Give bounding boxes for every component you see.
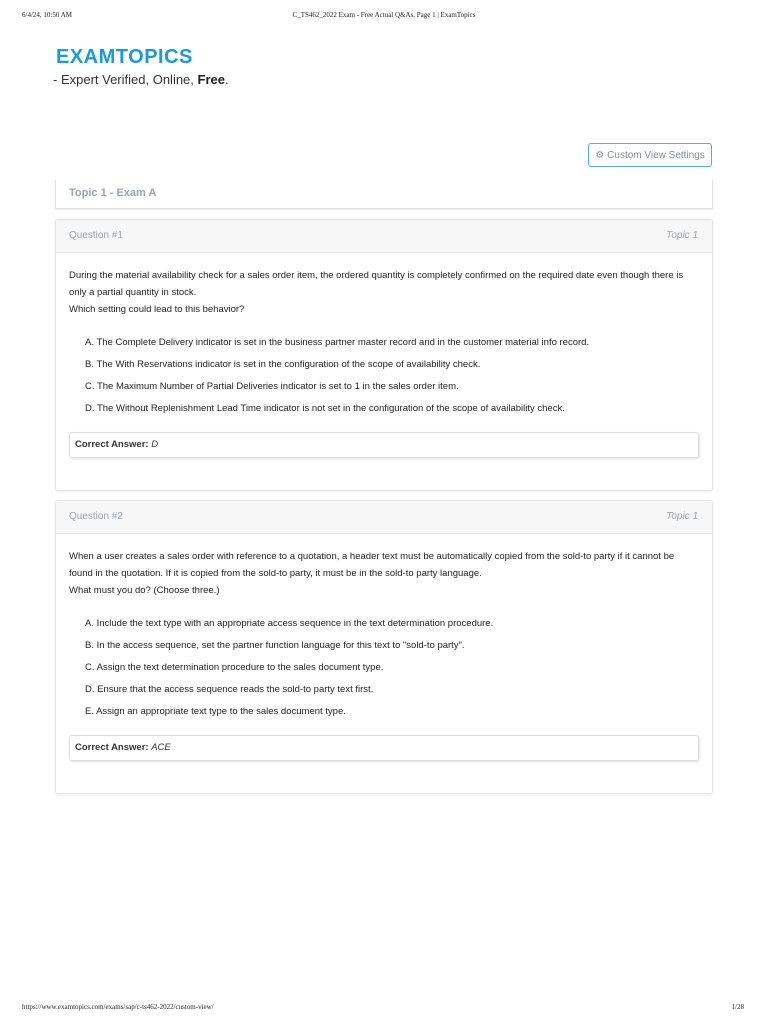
choice-item[interactable]: A. The Complete Delivery indicator is set in the business partner master record and in the customer material info record. bbox=[85, 337, 590, 348]
question-header bbox=[56, 501, 712, 534]
settings-button-label: Custom View Settings bbox=[607, 149, 705, 161]
print-datetime: 6/4/24, 10:50 AM bbox=[22, 11, 72, 19]
question-text bbox=[69, 548, 699, 599]
correct-answer-box bbox=[69, 432, 699, 458]
choices-list bbox=[85, 332, 699, 420]
correct-answer-value: D bbox=[151, 439, 159, 450]
question-text bbox=[69, 267, 699, 318]
choice-item[interactable]: D. The Without Replenishment Lead Time indicator is not set in the configuration of the scope of availability check. bbox=[85, 403, 565, 414]
correct-answer-label: Correct Answer: bbox=[75, 742, 149, 753]
question-text-line: What must you do? (Choose three.) bbox=[69, 585, 220, 596]
question-card bbox=[55, 500, 713, 794]
question-text-line: During the material availability check for a sales order item, the ordered quantity is completely confirmed on the required date even though there is only a partial quantity in stock. bbox=[69, 270, 684, 298]
correct-answer-label: Correct Answer: bbox=[75, 439, 149, 450]
question-text-line: When a user creates a sales order with reference to a quotation, a header text must be automatically copied from the sold-to party if it cannot be found in the quotation. If it is copied from the sold-to party, it must be in the sold-to party language. bbox=[69, 551, 675, 579]
examtopics-logo[interactable]: EXAMTOPICS bbox=[56, 46, 193, 68]
choice-item[interactable]: C. The Maximum Number of Partial Deliveries indicator is set to 1 in the sales order item. bbox=[85, 381, 459, 392]
choice-item[interactable]: B. In the access sequence, set the partner function language for this text to "sold-to party". bbox=[85, 640, 465, 651]
question-card bbox=[55, 219, 713, 491]
question-text-line: Which setting could lead to this behavior? bbox=[69, 304, 245, 315]
choices-list bbox=[85, 613, 699, 723]
choice-item[interactable]: C. Assign the text determination procedure to the sales document type. bbox=[85, 662, 384, 673]
question-body bbox=[56, 534, 712, 761]
choice-item[interactable]: E. Assign an appropriate text type to the sales document type. bbox=[85, 706, 346, 717]
question-topic: Topic 1 bbox=[666, 511, 698, 522]
topic-header-card bbox=[55, 180, 713, 209]
gear-icon: ⚙ bbox=[595, 149, 605, 161]
choice-item[interactable]: D. Ensure that the access sequence reads the sold-to party text first. bbox=[85, 684, 374, 695]
print-title: C_TS462_2022 Exam - Free Actual Q&As, Page 1 | ExamTopics bbox=[292, 11, 476, 19]
print-footer bbox=[0, 1003, 768, 1015]
print-page-number: 1/28 bbox=[731, 1003, 744, 1011]
correct-answer-value: ACE bbox=[151, 742, 171, 753]
question-header bbox=[56, 220, 712, 253]
question-number: Question #1 bbox=[69, 230, 123, 241]
tagline bbox=[53, 72, 229, 87]
print-header bbox=[0, 11, 768, 23]
question-topic: Topic 1 bbox=[666, 230, 698, 241]
correct-answer-box bbox=[69, 735, 699, 761]
question-number: Question #2 bbox=[69, 511, 123, 522]
tagline-bold: Free bbox=[197, 72, 225, 87]
custom-view-settings-button[interactable] bbox=[588, 143, 712, 167]
tagline-suffix: . bbox=[224, 72, 229, 87]
question-body bbox=[56, 253, 712, 458]
topic-header-label: Topic 1 - Exam A bbox=[69, 187, 157, 199]
print-url: https://www.examtopics.com/exams/sap/c-ts462-2022/custom-view/ bbox=[22, 1003, 214, 1011]
choice-item[interactable]: A. Include the text type with an appropriate access sequence in the text determination procedure. bbox=[85, 618, 494, 629]
tagline-prefix: - Expert Verified, Online, bbox=[53, 72, 198, 87]
choice-item[interactable]: B. The With Reservations indicator is set in the configuration of the scope of availability check. bbox=[85, 359, 481, 370]
